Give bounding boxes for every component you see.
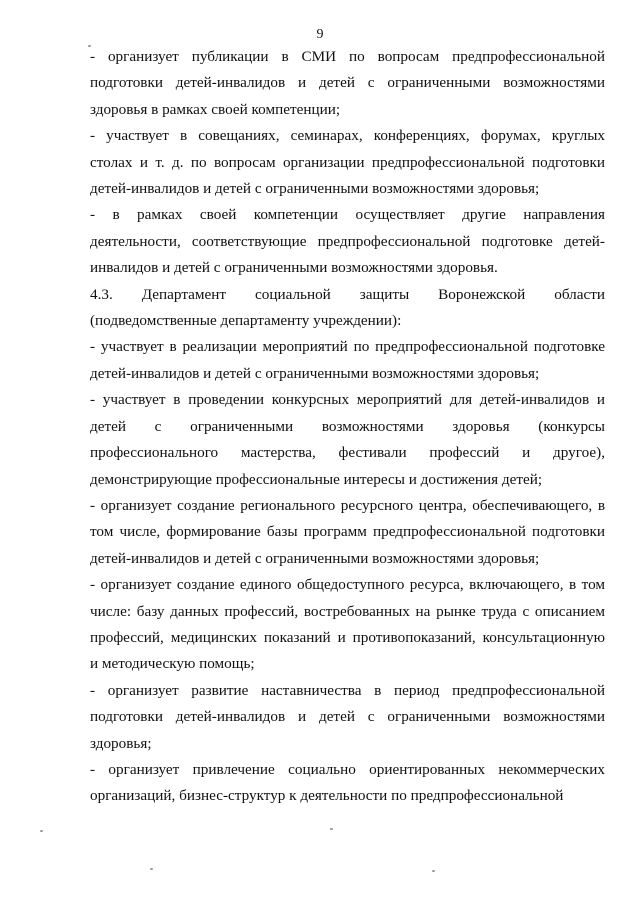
text-line: - организует создание регионального ресурсного центра, обеспечивающего, в [90, 496, 605, 514]
scan-speck [432, 870, 435, 872]
text-line: - организует создание единого общедоступного ресурса, включающего, в том [90, 576, 605, 594]
text-line: детей-инвалидов и детей с ограниченными возможностями здоровья; [90, 364, 540, 382]
text-line: - организует развитие наставничества в период предпрофессиональной [90, 681, 605, 699]
text-line: детей с ограниченными возможностями здоровья (конкурсы [90, 417, 605, 435]
paragraph [90, 678, 605, 757]
text-line: деятельности, соответствующие предпрофессиональной подготовке детей- [90, 232, 605, 250]
paragraph [90, 493, 605, 572]
text-line: подготовки детей-инвалидов и детей с ограниченными возможностями [90, 74, 605, 92]
text-line: профессий, медицинских показаний и противопоказаний, консультационную [90, 628, 605, 646]
page-number: 9 [316, 27, 324, 42]
paragraph [90, 572, 605, 678]
text-line: числе: базу данных профессий, востребованных на рынке труда с описанием [90, 602, 605, 620]
text-line: - участвует в реализации мероприятий по предпрофессиональной подготовке [90, 338, 605, 356]
text-line: детей-инвалидов и детей с ограниченными возможностями здоровья; [90, 549, 540, 567]
text-line: - организует привлечение социально ориентированных некоммерческих [90, 760, 605, 778]
paragraph [90, 123, 605, 202]
paragraph [90, 282, 605, 335]
text-line: 4.3. Департамент социальной защиты Воронежской области [90, 285, 605, 303]
document-body [90, 44, 605, 810]
text-line: (подведомственные департаменту учреждении): [90, 312, 402, 330]
text-line: - участвует в проведении конкурсных мероприятий для детей-инвалидов и [90, 391, 605, 409]
text-line: - организует публикации в СМИ по вопросам предпрофессиональной [90, 48, 605, 65]
text-line: здоровья; [90, 734, 152, 752]
text-line: - участвует в совещаниях, семинарах, конференциях, форумах, круглых [90, 127, 605, 145]
scan-speck [88, 45, 91, 47]
paragraph [90, 44, 605, 123]
text-line: подготовки детей-инвалидов и детей с ограниченными возможностями [90, 708, 605, 726]
text-line: инвалидов и детей с ограниченными возможностями здоровья. [90, 259, 498, 277]
text-line: том числе, формирование базы программ предпрофессиональной подготовки [90, 523, 605, 541]
scan-speck [150, 868, 153, 870]
text-line: организаций, бизнес-структур к деятельности по предпрофессиональной [90, 787, 564, 805]
paragraph [90, 757, 605, 810]
text-line: демонстрирующие профессиональные интересы и достижения детей; [90, 470, 543, 488]
paragraph [90, 334, 605, 387]
paragraph [90, 387, 605, 493]
text-line: и методическую помощь; [90, 655, 255, 673]
scan-speck [330, 828, 333, 830]
scan-speck [40, 830, 43, 832]
text-line: здоровья в рамках своей компетенции; [90, 100, 341, 118]
text-line: профессионального мастерства, фестивали профессий и другое), [90, 444, 605, 462]
text-line: - в рамках своей компетенции осуществляет другие направления [90, 206, 605, 224]
text-line: столах и т. д. по вопросам организации предпрофессиональной подготовки [90, 153, 605, 171]
paragraph [90, 202, 605, 281]
text-line: детей-инвалидов и детей с ограниченными возможностями здоровья; [90, 180, 540, 198]
